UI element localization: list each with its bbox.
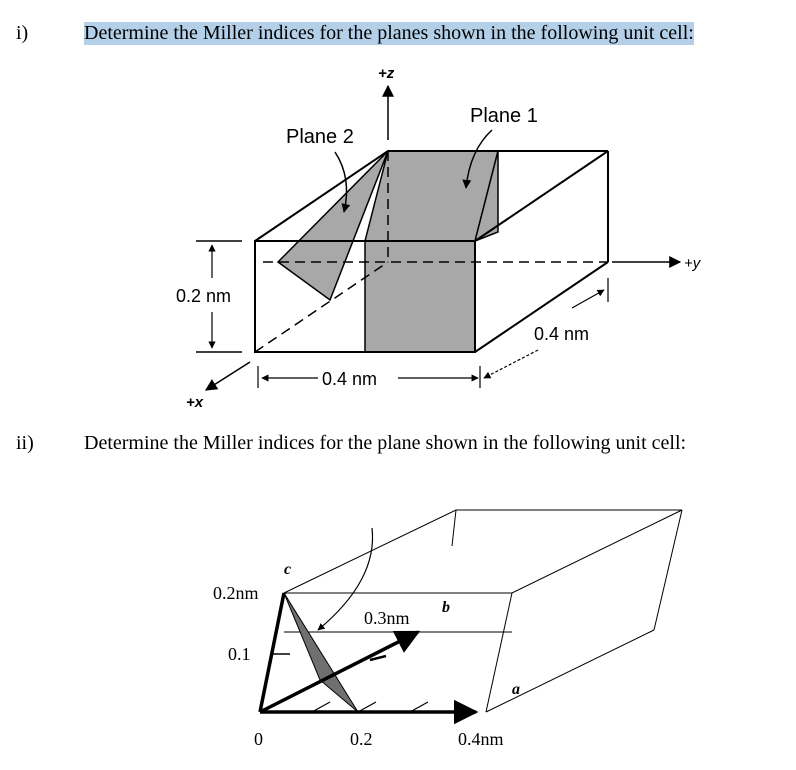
plane-2-label: Plane 2 bbox=[286, 126, 354, 148]
x-axis-label: +x bbox=[186, 394, 204, 411]
width-dim-label: 0.4 nm bbox=[322, 369, 378, 389]
b-extent-label: 0.3nm bbox=[364, 608, 410, 628]
z-axis-label: +z bbox=[378, 65, 395, 82]
plane-1-label: Plane 1 bbox=[470, 105, 538, 127]
height-dim-label: 0.2 nm bbox=[176, 286, 232, 306]
a-axis-label: a bbox=[512, 681, 520, 698]
a-tick-label: 0.2 bbox=[350, 729, 373, 749]
question-2-number: ii) bbox=[16, 432, 34, 454]
parallelepiped-box bbox=[284, 510, 682, 712]
question-1-number: i) bbox=[16, 22, 29, 44]
c-tick-label: 0.1 bbox=[228, 644, 251, 664]
y-axis-label: +y bbox=[684, 255, 701, 272]
c-extent-label: 0.2nm bbox=[213, 583, 259, 603]
origin-label: 0 bbox=[254, 729, 263, 749]
depth-dim-label: 0.4 nm bbox=[534, 324, 590, 344]
a-extent-label: 0.4nm bbox=[458, 729, 504, 749]
question-2-text: Determine the Miller indices for the plane shown in the following unit cell: bbox=[84, 432, 687, 454]
c-axis-label: c bbox=[284, 561, 292, 578]
question-1-text: Determine the Miller indices for the planes shown in the following unit cell: bbox=[84, 22, 694, 44]
b-axis-label: b bbox=[442, 599, 450, 616]
